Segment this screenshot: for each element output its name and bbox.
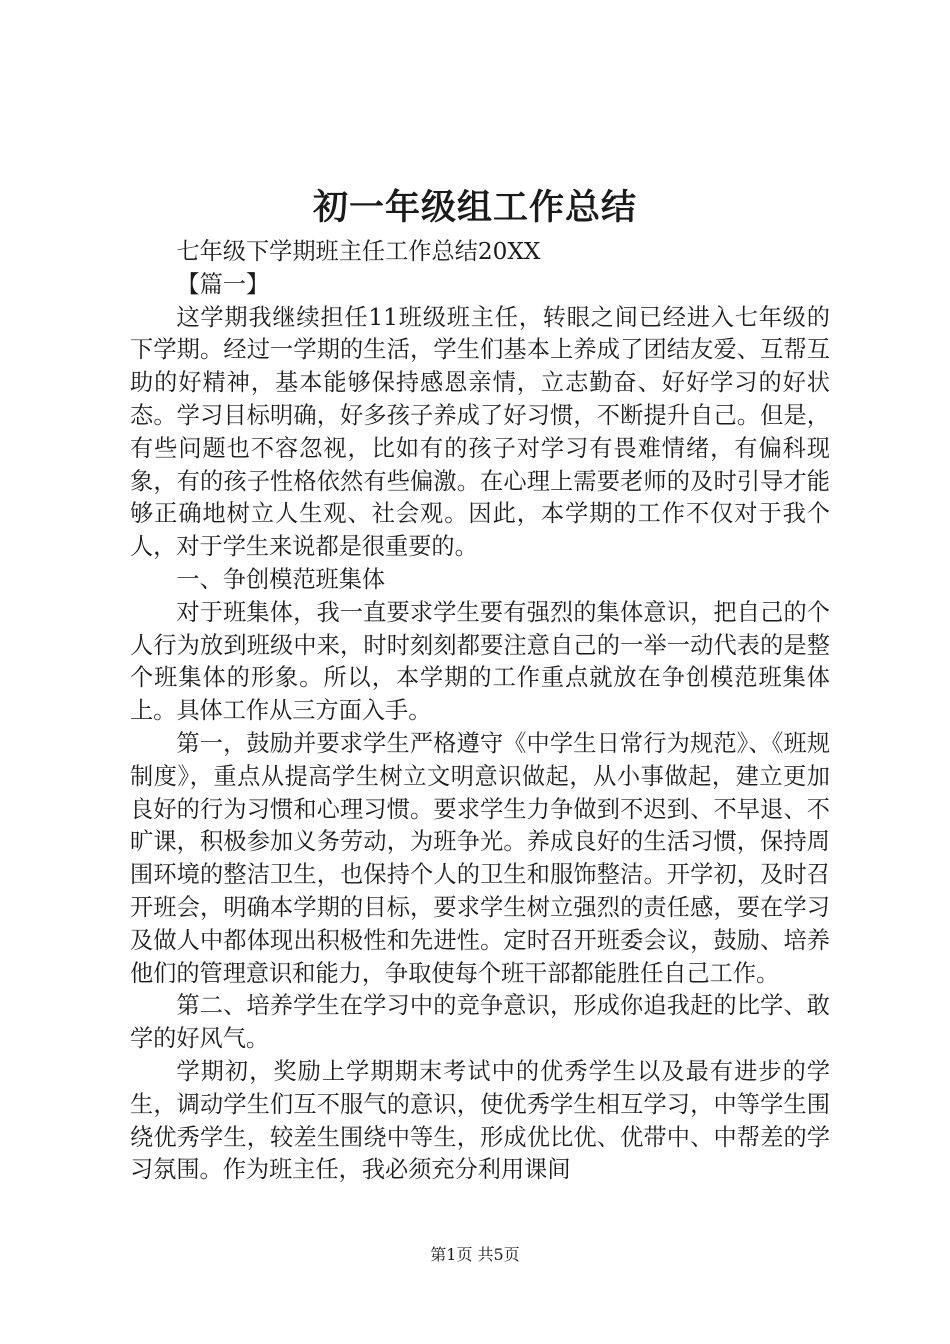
body-paragraph: 学期初，奖励上学期期末考试中的优秀学生以及最有进步的学生，调动学生们互不服气的意识，使优秀学生相互学习，中等学生围绕优秀学生，较差生围绕中等生，形成优比优、优带中、中帮差的学习氛围。作为班主任，我必须充分利用课间 [130, 1057, 830, 1184]
body-paragraph: 第二、培养学生在学习中的竞争意识，形成你追我赶的比学、敢学的好风气。 [130, 992, 830, 1053]
body-paragraph: 第一，鼓励并要求学生严格遵守《中学生日常行为规范》、《班规制度》，重点从提高学生树立文明意识做起，从小事做起，建立更加良好的行为习惯和心理习惯。要求学生力争做到不迟到、不早退、不旷课，积极参加义务劳动，为班争光。养成良好的生活习惯，保持周围环境的整洁卫生，也保持个人的卫生和服饰整洁。开学初，及时召开班会，明确本学期的目标，要求学生树立强烈的责任感，要在学习及做人中都体现出积极性和先进性。定时召开班委会议，鼓励、培养他们的管理意识和能力，争取使每个班干部都能胜任自己工作。 [130, 729, 830, 987]
section-label-paragraph: 【篇一】 [176, 270, 270, 298]
subtitle-paragraph: 七年级下学期班主任工作总结20XX [176, 238, 541, 265]
page-footer: 第1页 共5页 [430, 1245, 520, 1264]
body-paragraph: 这学期我继续担任11班级班主任，转眼之间已经进入七年级的下学期。经过一学期的生活，学生们基本上养成了团结友爱、互帮互助的好精神，基本能够保持感恩亲情，立志勤奋、好好学习的好状态。学习目标明确，好多孩子养成了好习惯，不断提升自己。但是，有些问题也不容忽视，比如有的孩子对学习有畏难情绪，有偏科现象，有的孩子性格依然有些偏激。在心理上需要老师的及时引导才能够正确地树立人生观、社会观。因此，本学期的工作不仅对于我个人，对于学生来说都是很重要的。 [130, 303, 830, 561]
document-title: 初一年级组工作总结 [312, 187, 637, 228]
body-paragraph: 对于班集体，我一直要求学生要有强烈的集体意识，把自己的个人行为放到班级中来，时时刻刻都要注意自己的一举一动代表的是整个班集体的形象。所以，本学期的工作重点就放在争创模范班集体上。具体工作从三方面入手。 [130, 598, 830, 725]
document-body [130, 236, 830, 1187]
section-heading-paragraph: 一、争创模范班集体 [176, 565, 386, 593]
